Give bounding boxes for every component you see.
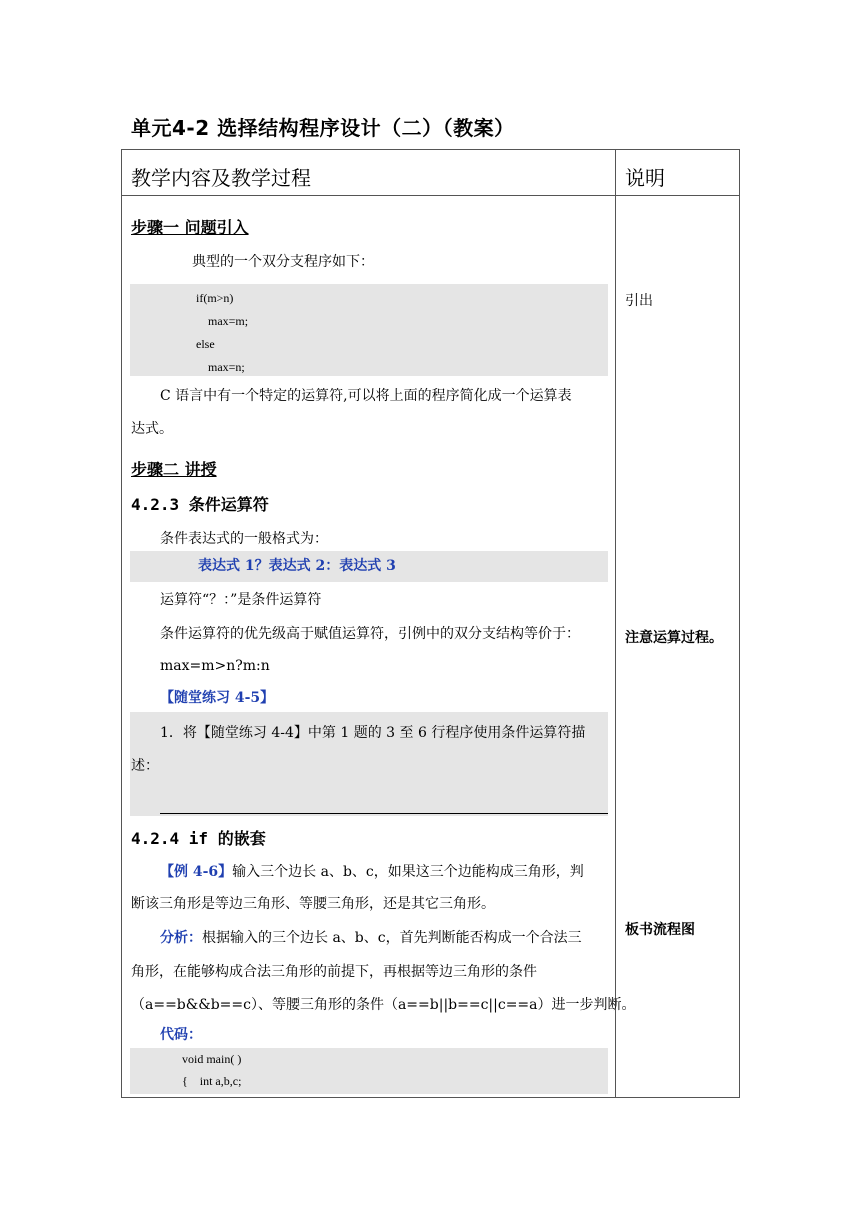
header-content-label: 教学内容及教学过程 — [131, 166, 311, 190]
code-block-2 — [130, 1048, 608, 1094]
example-line1 — [160, 862, 584, 882]
code2-line: void main( ) — [182, 1052, 242, 1066]
operator-desc: 运算符“？：”是条件运算符 — [160, 592, 322, 608]
lesson-table — [121, 149, 740, 1098]
priority-desc: 条件运算符的优先级高于赋值运算符，引例中的双分支结构等价于： — [160, 626, 580, 642]
equiv-expr: max=m>n?m:n — [160, 658, 270, 674]
section-4-2-4-title: 4.2.4 if 的嵌套 — [131, 829, 266, 848]
code-block-1 — [130, 284, 608, 376]
step2-title: 步骤二 讲授 — [131, 460, 217, 479]
code-label: 代码： — [160, 1027, 202, 1043]
analysis-line2: 角形，在能够构成合法三角形的前提下，再根据等边三角形的条件 — [131, 964, 537, 980]
header-left-cell — [122, 150, 616, 196]
page-title: 单元4-2 选择结构程序设计（二）（教案） — [131, 116, 515, 140]
cond-format: 表达式 1？表达式 2：表达式 3 — [198, 558, 396, 574]
section-4-2-3-title: 4.2.3 条件运算符 — [131, 495, 269, 514]
code1-line: if(m>n) — [196, 291, 234, 305]
notes-cell — [616, 196, 740, 1098]
practice-block — [130, 712, 608, 816]
note-operation: 注意运算过程。 — [625, 630, 723, 646]
practice-line1: 1．将【随堂练习 4-4】中第 1 题的 3 至 6 行程序使用条件运算符描 — [160, 725, 586, 741]
answer-line — [160, 813, 608, 814]
analysis-label: 分析： — [160, 930, 202, 946]
analysis-text: 根据输入的三个边长 a、b、c，首先判断能否构成一个合法三 — [202, 930, 582, 946]
note-flowchart: 板书流程图 — [625, 922, 695, 938]
code1-line: max=m; — [196, 314, 249, 328]
example-line2: 断该三角形是等边三角形、等腰三角形，还是其它三角形。 — [131, 896, 495, 912]
header-right-cell — [616, 150, 740, 196]
analysis-line1 — [160, 928, 582, 948]
cond-format-block — [130, 551, 608, 582]
practice-label: 【随堂练习 4-5】 — [160, 690, 275, 706]
example-label: 【例 4-6】 — [160, 864, 233, 880]
para1-line1: C 语言中有一个特定的运算符,可以将上面的程序简化成一个运算表 — [160, 388, 572, 404]
analysis-line3: （a==b&&b==c）、等腰三角形的条件（a==b||b==c||c==a）进一步判断。 — [131, 997, 636, 1013]
code2-line: { int a,b,c; — [182, 1074, 242, 1088]
note-intro: 引出 — [625, 293, 653, 309]
header-notes-label: 说明 — [625, 166, 665, 190]
cond-general-text: 条件表达式的一般格式为： — [160, 531, 328, 547]
step1-title: 步骤一 问题引入 — [131, 218, 249, 237]
para1-line2: 达式。 — [131, 421, 173, 437]
step1-intro: 典型的一个双分支程序如下： — [192, 254, 374, 270]
code1-line: max=n; — [196, 360, 245, 374]
content-cell — [122, 196, 636, 1098]
code1-line: else — [196, 337, 215, 351]
example-text: 输入三个边长 a、b、c，如果这三个边能构成三角形，判 — [232, 864, 584, 880]
practice-line2: 述： — [131, 758, 159, 774]
